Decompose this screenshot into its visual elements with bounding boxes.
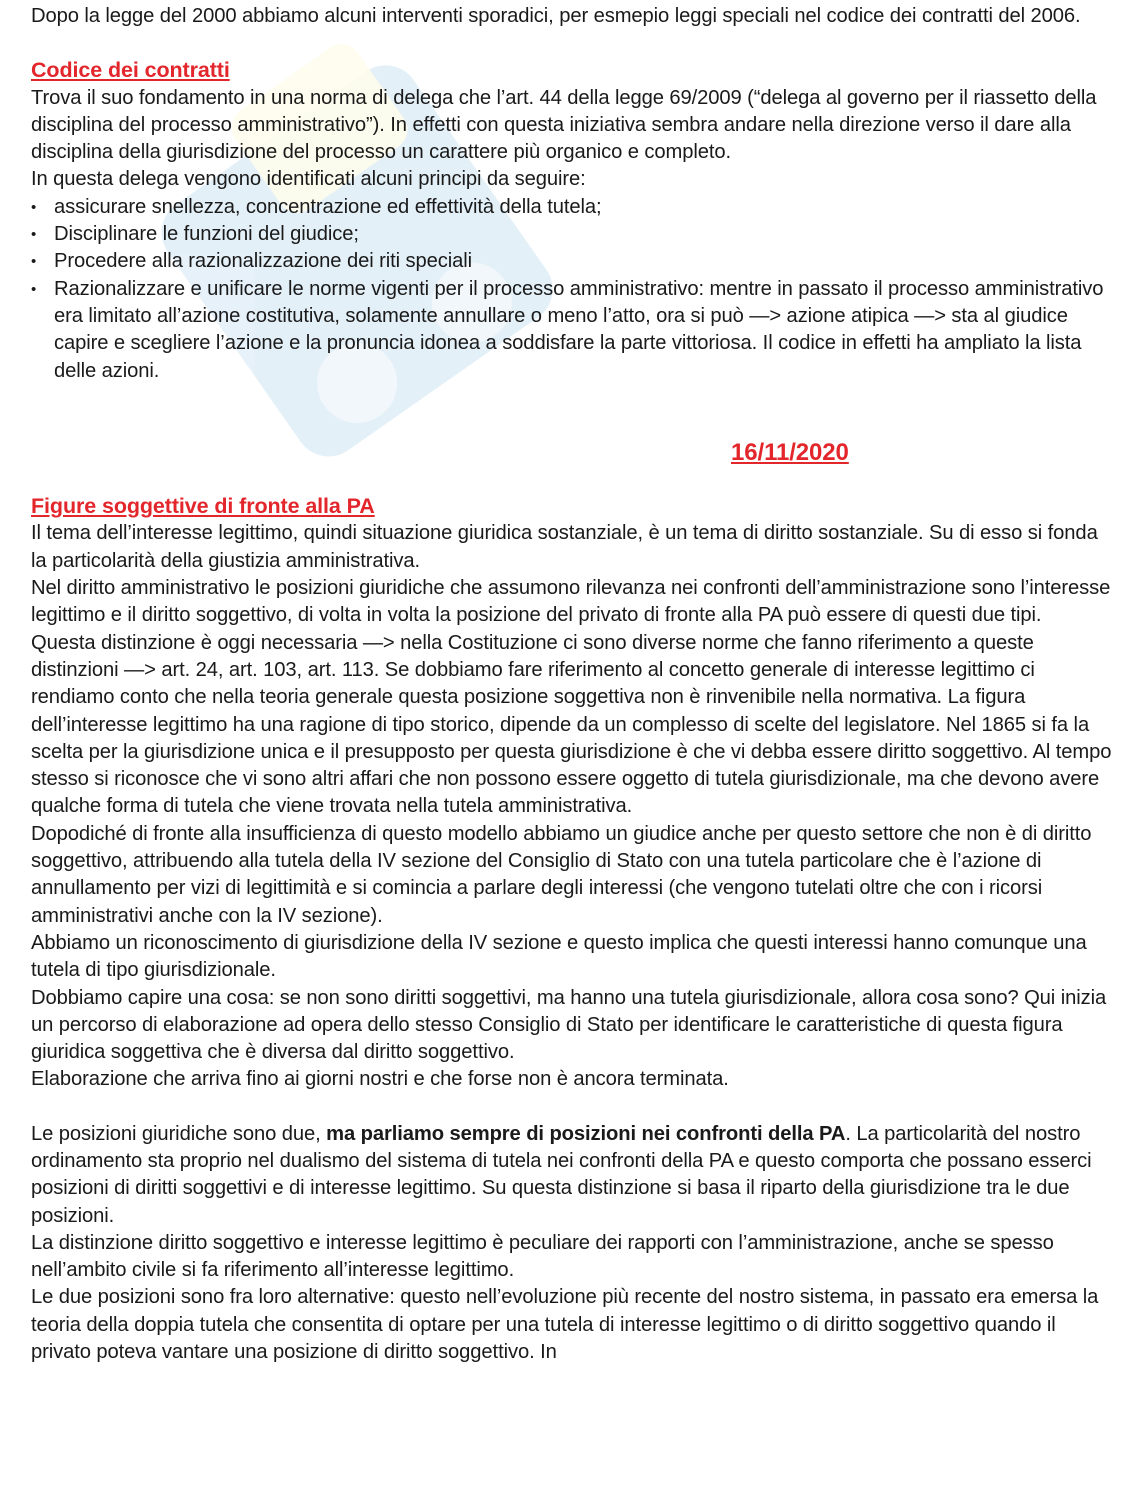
paragraph: Trova il suo fondamento in una norma di delega che l’art. 44 della legge 69/2009 (“delega al governo per il riassetto della disciplina del processo amministrativo”). In effetti con questa iniziativa sembra andare nella direzione verso il dare alla disciplina della giurisdizione del processo un carattere più organico e completo. [31, 86, 1097, 164]
paragraph: Elaborazione che arriva fino ai giorni nostri e che forse non è ancora terminata. [31, 1068, 729, 1091]
bold-emphasis: ma parliamo sempre di posizioni nei confronti della PA [326, 1122, 846, 1145]
bullet-icon: • [31, 226, 37, 244]
intro-paragraph: Dopo la legge del 2000 abbiamo alcuni interventi sporadici, per esmepio leggi speciali nel codice dei contratti del 2006. [31, 5, 1081, 27]
list-item: • Razionalizzare e unificare le norme vigenti per il processo amministrativo: mentre in passato il processo amministrativo era limitato all’azione costitutiva, solamente annullare o meno l’atto, ora si può —> azione atipica —> sta al giudice capire e scegliere l’azione e la pronuncia idonea a soddisfare la parte vittoriosa. Il codice in effetti ha ampliato la lista delle azioni. [31, 277, 1104, 382]
paragraph-with-bold: Le posizioni giuridiche sono due, ma parliamo sempre di posizioni nei confronti della PA. La particolarità del nostro ordinamento sta proprio nel dualismo del sistema di tutela nei confronti della PA e questo comporta che possano esserci posizioni di diritti soggettivi e di interesse legittimo. Su questa distinzione si basa il riparto della giurisdizione tra le due posizioni. [31, 1122, 1092, 1227]
section-heading-figure-soggettive: Figure soggettive di fronte alla PA [31, 494, 375, 519]
paragraph: Abbiamo un riconoscimento di giurisdizione della IV sezione e questo implica che questi interessi hanno comunque una tutela di tipo giurisdizionale. [31, 931, 1087, 982]
paragraph: In questa delega vengono identificati alcuni principi da seguire: [31, 168, 586, 191]
paragraph: Questa distinzione è oggi necessaria —> nella Costituzione ci sono diverse norme che fanno riferimento a queste distinzioni —> art. 24, art. 103, art. 113. Se dobbiamo fare riferimento al concetto generale di interesse legittimo ci rendiamo conto che nella teoria generale questa posizione soggettiva non è rinvenibile nella normativa. La figura dell’interesse legittimo ha una ragione di tipo storico, dipende da un complesso di scelte del legislatore. Nel 1865 si fa la scelta per la giurisdizione unica e il presupposto per questa giurisdizione è che vi debba essere diritto soggettivo. Al tempo stesso si riconosce che vi sono altri affari che non possono essere oggetto di tutela giurisdizionale, ma che devono avere qualche forma di tutela che viene trovata nella tutela amministrativa. [31, 631, 1112, 818]
principles-list [31, 194, 1118, 385]
bullet-icon: • [31, 253, 37, 271]
bullet-icon: • [31, 280, 37, 298]
lecture-date: 16/11/2020 [731, 438, 849, 466]
list-item: • Disciplinare le funzioni del giudice; [31, 221, 1118, 248]
paragraph: La distinzione diritto soggettivo e interesse legittimo è peculiare dei rapporti con l’amministrazione, anche se spesso nell’ambito civile si fa riferimento all’interesse legittimo. [31, 1231, 1054, 1282]
paragraph: Dobbiamo capire una cosa: se non sono diritti soggettivi, ma hanno una tutela giurisdizionale, allora cosa sono? Qui inizia un percorso di elaborazione ad opera dello stesso Consiglio di Stato per identificare le caratteristiche di questa figura giuridica soggettiva che è diversa dal diritto soggettivo. [31, 986, 1107, 1064]
paragraph: Le due posizioni sono fra loro alternative: questo nell’evoluzione più recente del nostro sistema, in passato era emersa la teoria della doppia tutela che consentita di optare per una tutela di interesse legittimo o di diritto soggettivo quando il privato poteva vantare una posizione di diritto soggettivo. In [31, 1286, 1099, 1364]
section-heading-codice: Codice dei contratti [31, 58, 230, 83]
paragraph: Nel diritto amministrativo le posizioni giuridiche che assumono rilevanza nei confronti dell’amministrazione sono l’interesse legittimo e il diritto soggettivo, di volta in volta la posizione del privato di fronte alla PA può essere di questi due tipi. [31, 577, 1111, 627]
list-item: • assicurare snellezza, concentrazione ed effettività della tutela; [31, 194, 1118, 221]
bullet-icon: • [31, 198, 37, 216]
paragraph: Dopodiché di fronte alla insufficienza di questo modello abbiamo un giudice anche per questo settore che non è di diritto soggettivo, attribuendo alla tutela della IV sezione del Consiglio di Stato con una tutela particolare che è l’azione di annullamento per vizi di legittimità e si comincia a parlare degli interessi (che vengono tutelati oltre che con i ricorsi amministrativi anche con la IV sezione). [31, 822, 1092, 927]
paragraph: Il tema dell’interesse legittimo, quindi situazione giuridica sostanziale, è un tema di diritto sostanziale. Su di esso si fonda la particolarità della giustizia amministrativa. [31, 522, 1098, 572]
list-item: • Procedere alla razionalizzazione dei riti speciali [31, 248, 1118, 275]
